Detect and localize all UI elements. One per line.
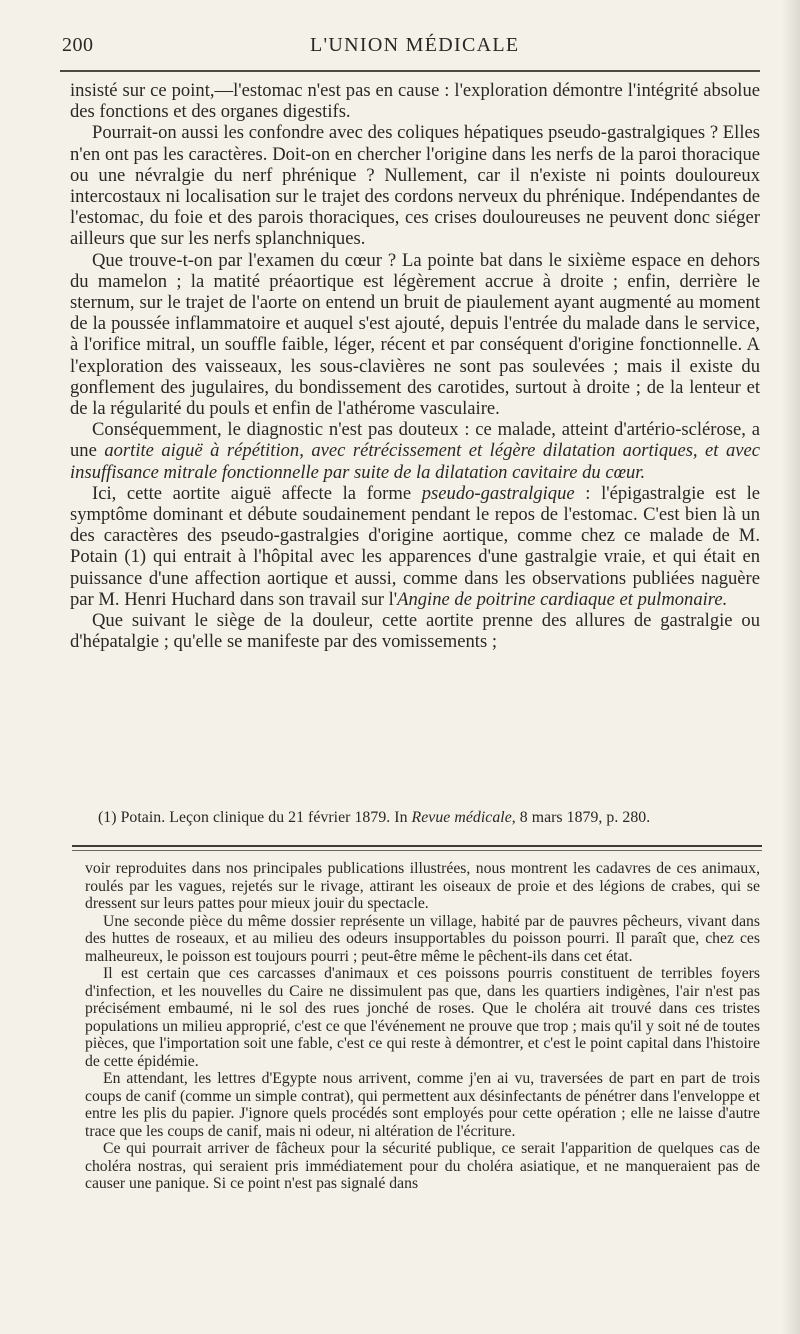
italic-form: pseudo-gastralgique: [421, 482, 575, 504]
page-number: 200: [62, 34, 94, 56]
feuilleton-paragraph: Une seconde pièce du même dossier représente un village, habité par de pauvres pêcheurs, vivant dans des huttes de roseaux, et au milieu des odeurs insupportables du poisson pourri. Il paraît que, chez ces malheureux, le poisson est toujours pourri ; peut-être même le pêchent-ils dans cet état.: [85, 912, 760, 965]
feuilleton-paragraph: Il est certain que ces carcasses d'animaux et ces poissons pourris constituent de terribles foyers d'infection, et les nouvelles du Caire ne dissimulent pas que, dans les quartiers indigènes, l'air n'est pas précisément embaumé, ni le sol des rues jonché de roses. Que le choléra ait trouvé dans ces tristes populations un milieu approprié, c'est ce que l'événement ne prouve que trop ; mais qu'il y soit né de toutes pièces, que l'importation soit une fable, c'est ce qui reste à démontrer, et c'est le point capital dans l'histoire de cette épidémie.: [85, 965, 760, 1070]
italic-diagnosis: aortite aiguë à répétition, avec rétrécissement et légère dilatation aortiques, et avec insuffisance mitrale fonctionnelle par suite de la dilatation cavitaire du cœur.: [70, 440, 760, 483]
italic-work-title: Angine de poitrine cardiaque et pulmonaire.: [397, 588, 728, 610]
section-divider: [72, 850, 762, 851]
paragraph-text: Ici, cette aortite aiguë affecte la forme: [92, 482, 422, 504]
running-title: L'UNION MÉDICALE: [310, 34, 520, 56]
article-paragraph: Que suivant le siège de la douleur, cette aortite prenne des allures de gastralgie ou d'hépatalgie ; qu'elle se manifeste par des vomissements ;: [70, 610, 760, 653]
feuilleton-body: [85, 860, 760, 1193]
article-body: [70, 80, 760, 652]
page-edge-shadow: [782, 0, 800, 1334]
article-paragraph: [70, 483, 760, 610]
footnote-text: (1) Potain. Leçon clinique du 21 février 1879. In: [98, 809, 412, 826]
feuilleton-paragraph: voir reproduites dans nos principales publications illustrées, nous montrent les cadavres de ces animaux, roulés par les vagues, rejetés sur le rivage, attirant les oiseaux de proie et des légions de crabes, qui se dressent sur leurs pattes pour mieux jouir du spectacle.: [85, 860, 760, 912]
header-rule: [60, 70, 760, 72]
page-header: [0, 0, 800, 70]
article-paragraph: Que trouve-t-on par l'examen du cœur ? La pointe bat dans le sixième espace en dehors du mamelon ; la matité préaortique est légèrement accrue à droite ; enfin, derrière le sternum, sur le trajet de l'aorte on entend un bruit de piaulement ayant augmenté au moment de la poussée inflammatoire et auquel s'est ajouté, depuis l'entrée du malade dans le service, à l'orifice mitral, un souffle faible, léger, récent et par conséquent d'origine fonctionnelle. A l'exploration des vaisseaux, les sous-clavières ne sont pas soulevées ; mais il existe du gonflement des jugulaires, du bondissement des carotides, surtout à droite ; de la lenteur et de la régularité du pouls et enfin de l'athérome vasculaire.: [70, 249, 760, 420]
feuilleton-paragraph: En attendant, les lettres d'Egypte nous arrivent, comme j'en ai vu, traversées de part en part de trois coups de canif (comme un simple contrat), qui permettent aux désinfectants de pénétrer dans l'enveloppe et entre les plis du papier. J'ignore quels procédés sont employés pour cette opération ; elle ne laisse d'autre trace que les coups de canif, mais ni odeur, ni altération de l'écriture.: [85, 1070, 760, 1140]
section-divider: [72, 845, 762, 847]
article-paragraph: [70, 419, 760, 483]
article-paragraph: Pourrait-on aussi les confondre avec des coliques hépatiques pseudo-gastralgiques ? Elles n'en ont pas les caractères. Doit-on en chercher l'origine dans les nerfs de la paroi thoracique ou une névralgie du nerf phrénique ? Nullement, car il n'existe ni points douloureux intercostaux ni localisation sur le trajet des cordons nerveux du phrénique. Indépendantes de l'estomac, du foie et des parois thoraciques, ces crises douloureuses ne peuvent donc siéger ailleurs que sur les nerfs splanchniques.: [70, 122, 760, 250]
footnote-journal: Revue médicale: [411, 809, 512, 826]
footnote-text: , 8 mars 1879, p. 280.: [511, 809, 651, 826]
feuilleton-paragraph: Ce qui pourrait arriver de fâcheux pour la sécurité publique, ce serait l'apparition de quelques cas de choléra nostras, qui seraient pris immédiatement pour du choléra asiatique, et ne manqueraient pas de causer une panique. Si ce point n'est pas signalé dans: [85, 1140, 760, 1192]
paragraph-text: : l'épigastralgie est le symptôme dominant et débute soudainement pendant le repos de l'estomac. C'est bien là un des caractères des pseudo-gastralgies d'origine aortique, comme chez ce malade de M. Potain (1) qui entrait à l'hôpital avec les apparences d'une gastralgie vraie, et qui était en puissance d'une affection aortique et aussi, comme dans les observations publiées naguère par M. Henri Huchard dans son travail sur l': [70, 482, 761, 610]
paragraph-text: Conséquemment, le diagnostic n'est pas douteux : ce malade, atteint d'artério-sclérose, a une: [70, 419, 760, 462]
footnote: [98, 809, 748, 827]
article-paragraph: insisté sur ce point,—l'estomac n'est pas en cause : l'exploration démontre l'intégrité absolue des fonctions et des organes digestifs.: [70, 80, 760, 123]
